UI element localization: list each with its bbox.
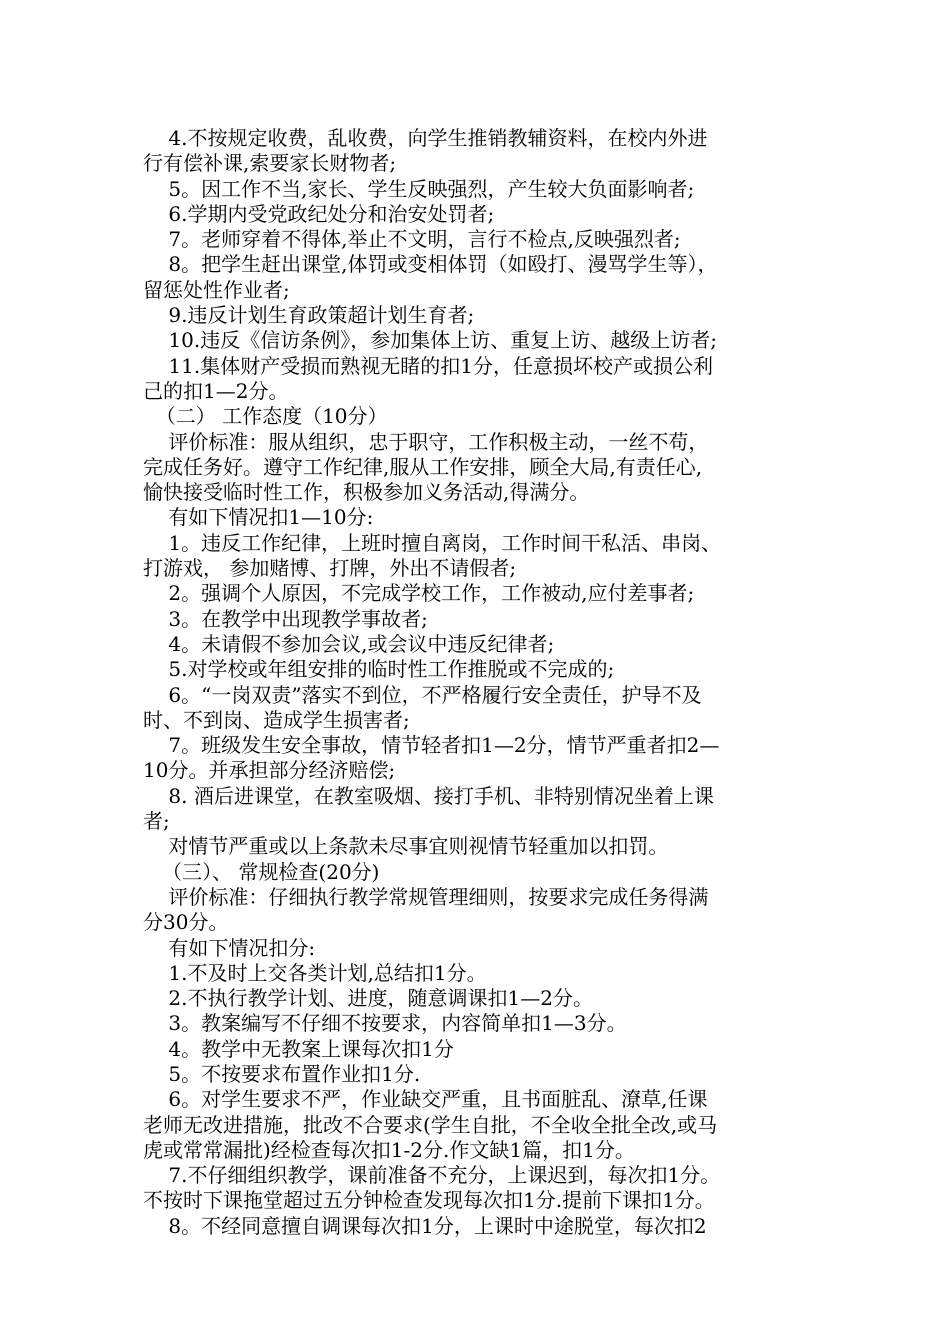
text-line: 8。不经同意擅自调课每次扣1分，上课时中途脱堂，每次扣2 — [143, 1213, 707, 1238]
text-line: 时、不到岗、造成学生损害者; — [143, 707, 410, 732]
text-line: 对情节严重或以上条款未尽事宜则视情节轻重加以扣罚。 — [143, 834, 669, 859]
text-line: 留惩处性作业者; — [143, 277, 290, 302]
text-line: 虎或常常漏批)经检查每次扣1-2分.作文缺1篇，扣1分。 — [143, 1137, 635, 1162]
text-line: 己的扣1—2分。 — [143, 378, 289, 403]
text-line: 行有偿补课,索要家长财物者; — [143, 151, 397, 176]
document-body — [143, 126, 823, 1239]
text-line: 7.不仔细组织教学，课前准备不充分，上课迟到，每次扣1分。 — [143, 1163, 721, 1188]
text-line: 分30分。 — [143, 910, 229, 935]
text-line: 7。老师穿着不得体,举止不文明，言行不检点,反映强烈者; — [143, 227, 681, 252]
text-line: 老师无改进措施，批改不合要求(学生自批，不全收全批全改,或马 — [143, 1112, 718, 1137]
text-line: 10.违反《信访条例》，参加集体上访、重复上访、越级上访者; — [143, 328, 717, 353]
text-line: 6。“一岗双责”落实不到位，不严格履行安全责任，护导不及 — [143, 682, 702, 707]
text-line: 2。强调个人原因，不完成学校工作，工作被动,应付差事者; — [143, 581, 695, 606]
text-line: 打游戏， 参加赌博、打牌，外出不请假者; — [143, 556, 517, 581]
text-line: 4。未请假不参加会议,或会议中违反纪律者; — [143, 631, 555, 656]
text-line: 评价标准：仔细执行教学常规管理细则，按要求完成任务得满 — [143, 884, 709, 909]
text-line: 1。违反工作纪律，上班时擅自离岗，工作时间干私活、串岗、 — [143, 530, 722, 555]
text-line: 者; — [143, 809, 170, 834]
text-line: 有如下情况扣1—10分: — [143, 505, 374, 530]
section-heading: （三）、 常规检查(20分) — [143, 859, 380, 884]
text-line: 2.不执行教学计划、进度，随意调课扣1—2分。 — [143, 986, 593, 1011]
text-line: 10分。并承担部分经济赔偿; — [143, 758, 396, 783]
text-line: 3。在教学中出现教学事故者; — [143, 606, 428, 631]
text-line: 5。不按要求布置作业扣1分. — [143, 1061, 421, 1086]
text-line: 7。班级发生安全事故，情节轻者扣1—2分，情节严重者扣2— — [143, 733, 720, 758]
text-line: 评价标准：服从组织，忠于职守，工作积极主动，一丝不苟， — [143, 429, 709, 454]
text-line: 有如下情况扣分: — [143, 935, 316, 960]
text-line: 不按时下课拖堂超过五分钟检查发现每次扣1分.提前下课扣1分。 — [143, 1188, 715, 1213]
text-line: 4。教学中无教案上课每次扣1分 — [143, 1036, 454, 1061]
text-line: 9.违反计划生育政策超计划生育者; — [143, 303, 475, 328]
section-heading: （二） 工作态度（10分） — [143, 404, 388, 429]
text-line: 8。把学生赶出课堂,体罚或变相体罚（如殴打、漫骂学生等）， — [143, 252, 718, 277]
text-line: 1.不及时上交各类计划,总结扣1分。 — [143, 960, 487, 985]
text-line: 6.学期内受党政纪处分和治安处罚者; — [143, 201, 495, 226]
text-line: 6。对学生要求不严，作业缺交严重，且书面脏乱、潦草,任课 — [143, 1087, 708, 1112]
text-line: 8. 酒后进课堂，在教室吸烟、接打手机、非特别情况坐着上课 — [143, 783, 714, 808]
text-line: 11.集体财产受损而熟视无睹的扣1分，任意损坏校产或损公利 — [143, 353, 713, 378]
text-line: 4.不按规定收费，乱收费，向学生推销教辅资料，在校内外进 — [143, 126, 708, 150]
text-line: 5。因工作不当,家长、学生反映强烈，产生较大负面影响者; — [143, 176, 695, 201]
text-line: 愉快接受临时性工作，积极参加义务活动,得满分。 — [143, 480, 590, 505]
text-line: 3。教案编写不仔细不按要求，内容简单扣1—3分。 — [143, 1011, 627, 1036]
text-line: 完成任务好。遵守工作纪律,服从工作安排，顾全大局,有责任心, — [143, 454, 703, 479]
text-line: 5.对学校或年组安排的临时性工作推脱或不完成的; — [143, 657, 615, 682]
